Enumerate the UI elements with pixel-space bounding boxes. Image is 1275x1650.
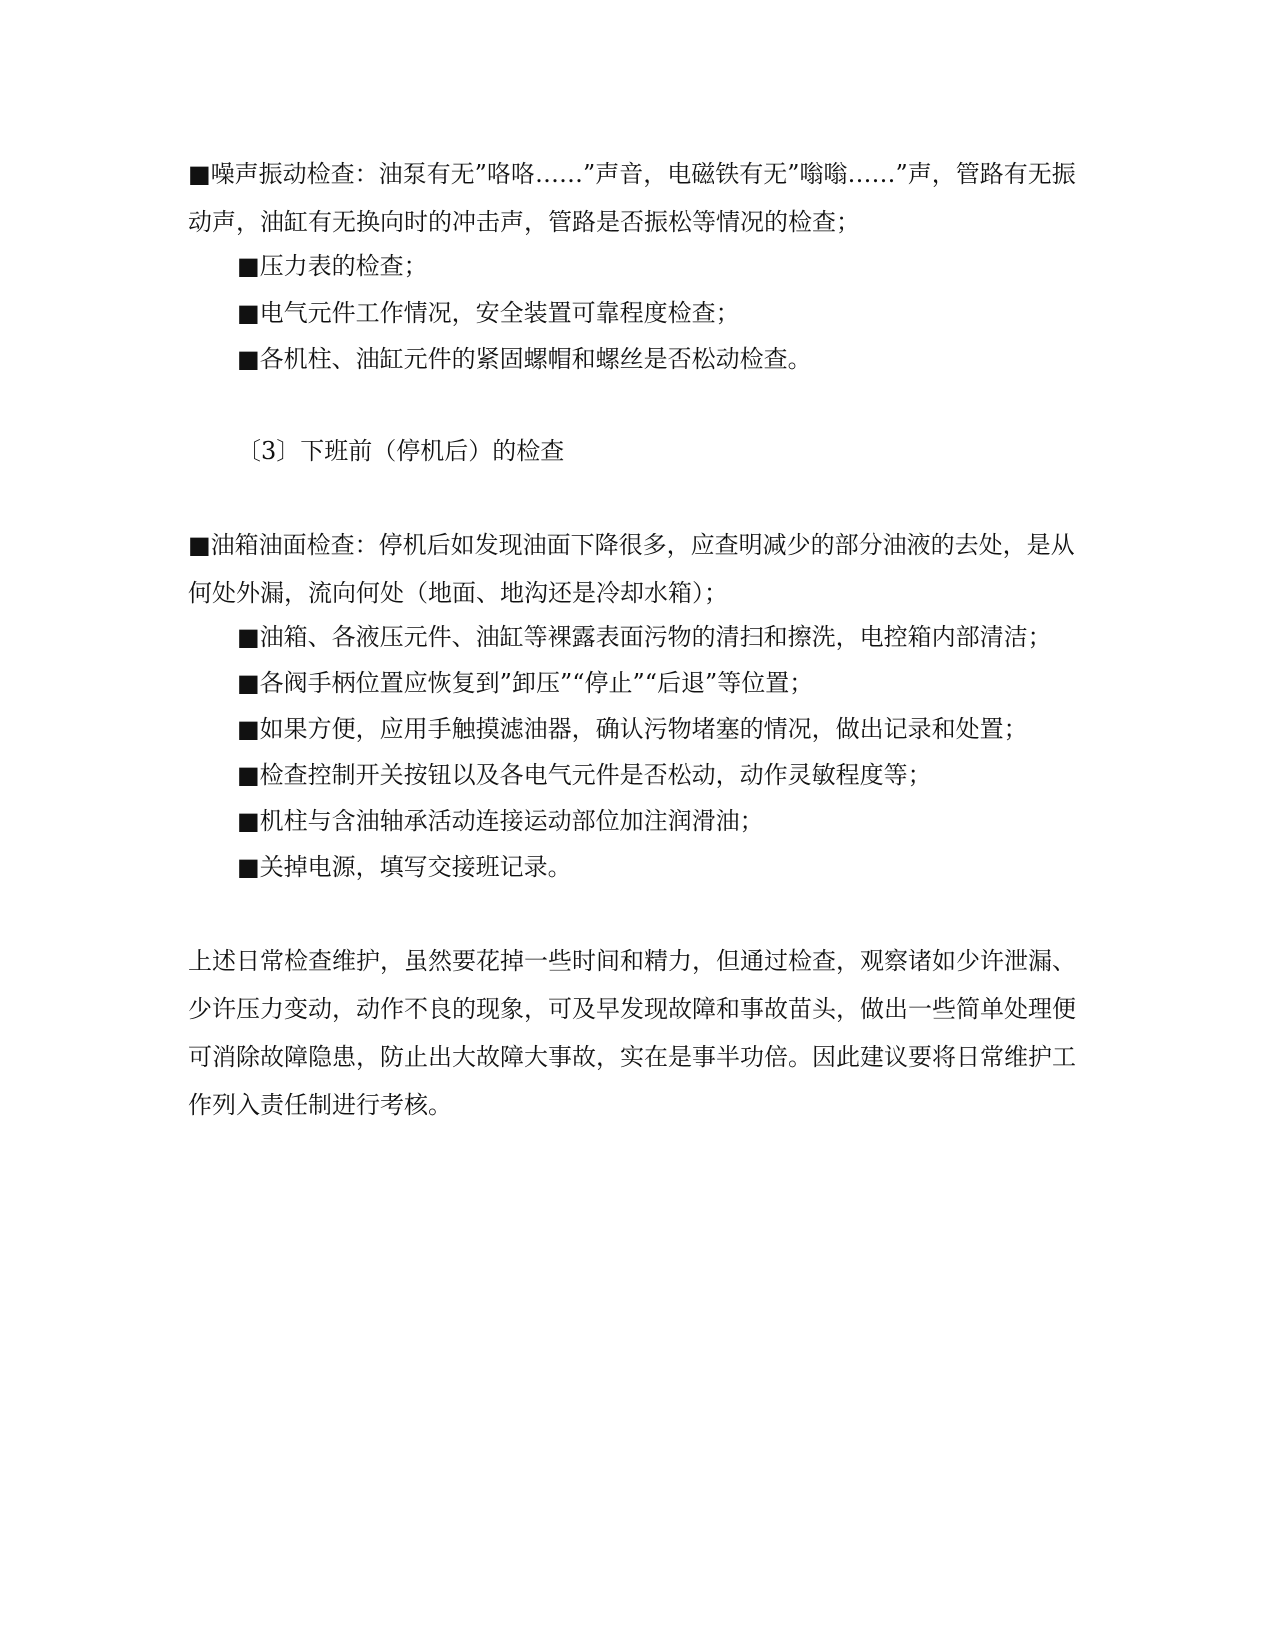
noise-vibration-check-paragraph: ■噪声振动检查：油泵有无”咯咯……”声音，电磁铁有无”嗡嗡……”声，管路有无振动声，油缸有无换向时的冲击声，管路是否振松等情况的检查； bbox=[188, 160, 1076, 236]
list-item: ■关掉电源，填写交接班记录。 bbox=[237, 853, 572, 881]
list-item: ■各阀手柄位置应恢复到”卸压”“停止”“后退”等位置； bbox=[237, 669, 814, 697]
list-item: ■机柱与含油轴承活动连接运动部位加注润滑油； bbox=[237, 807, 764, 835]
section-heading: 〔3〕下班前（停机后）的检查 bbox=[237, 437, 565, 465]
list-item: ■检查控制开关按钮以及各电气元件是否松动，动作灵敏程度等； bbox=[237, 761, 932, 789]
list-item: ■电气元件工作情况，安全装置可靠程度检查； bbox=[237, 299, 740, 327]
list-item: ■各机柱、油缸元件的紧固螺帽和螺丝是否松动检查。 bbox=[237, 345, 812, 373]
list-item: ■油箱、各液压元件、油缸等裸露表面污物的清扫和擦洗，电控箱内部清洁； bbox=[237, 623, 1052, 651]
list-item: ■压力表的检查； bbox=[237, 252, 428, 280]
list-item: ■如果方便，应用手触摸滤油器，确认污物堵塞的情况，做出记录和处置； bbox=[237, 715, 1028, 743]
conclusion-paragraph: 上述日常检查维护，虽然要花掉一些时间和精力，但通过检查，观察诸如少许泄漏、少许压力变动，动作不良的现象，可及早发现故障和事故苗头，做出一些简单处理便可消除故障隐患，防止出大故障大事故，实在是事半功倍。因此建议要将日常维护工作列入责任制进行考核。 bbox=[188, 947, 1076, 1119]
oil-tank-check-paragraph: ■油箱油面检查：停机后如发现油面下降很多，应查明减少的部分油液的去处，是从何处外漏，流向何处（地面、地沟还是冷却水箱）； bbox=[188, 531, 1075, 607]
